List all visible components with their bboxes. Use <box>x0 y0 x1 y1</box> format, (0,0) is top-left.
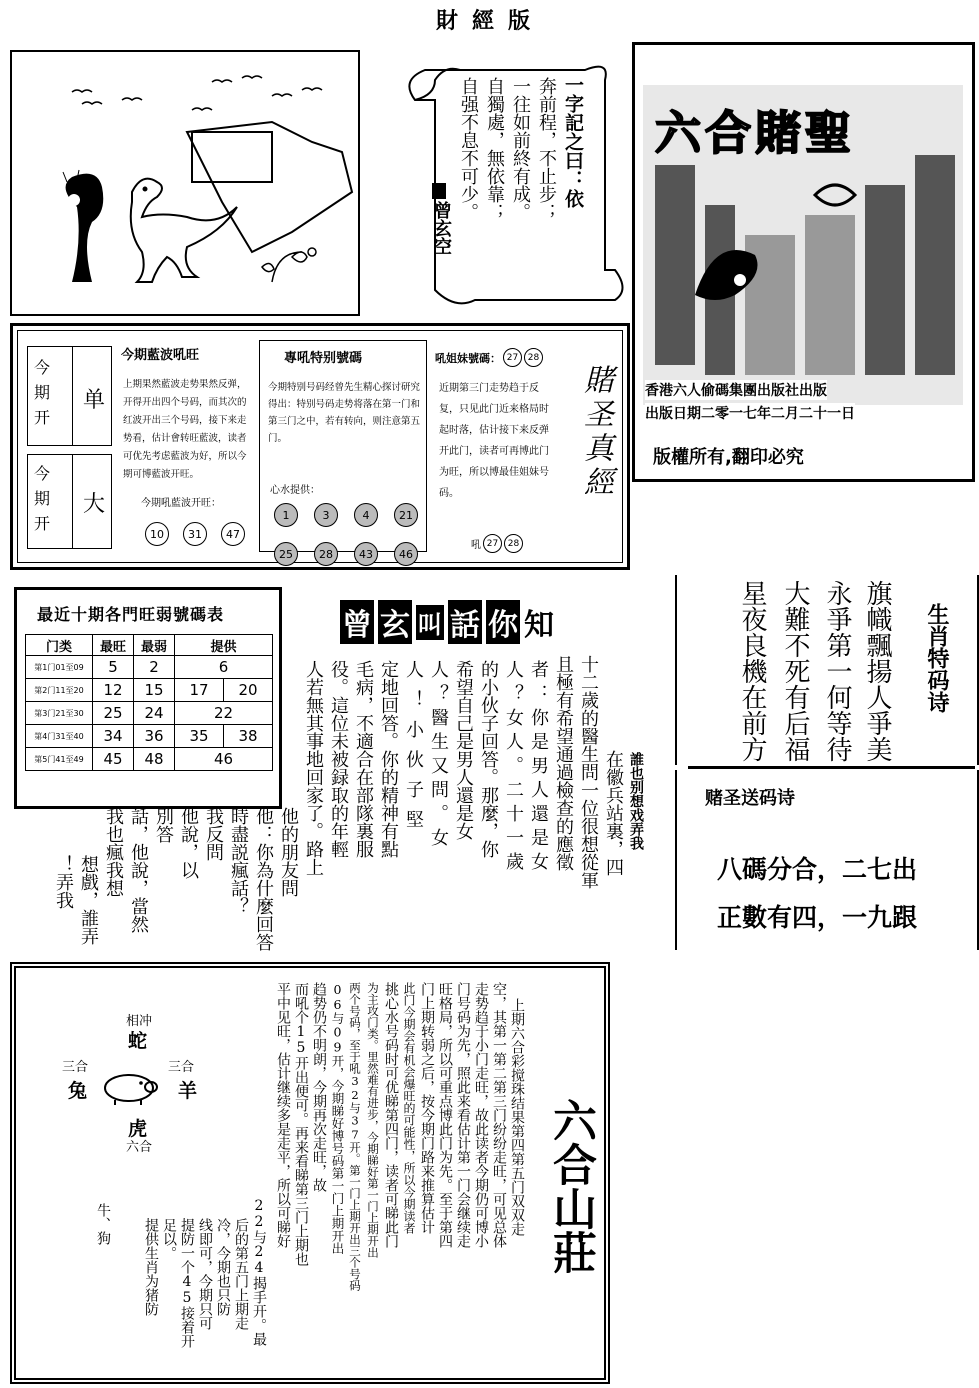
gate-cell: 第5门41至49 <box>26 748 93 771</box>
max-cell: 45 <box>93 748 134 771</box>
history-header: 最旺 <box>93 635 134 656</box>
shanzhuang-title: 六合山莊 <box>545 1098 596 1274</box>
illustration-panel <box>10 50 360 316</box>
number-ball: 28 <box>314 542 338 566</box>
offer-cell: 35 <box>175 725 224 748</box>
shanzhuang-column: 旺格局，所以可重点博此门为先。至于第四 <box>437 982 453 1248</box>
shanzhuang-column: 而吼个15开出便可。再来看睇第三门上期也 <box>293 982 309 1266</box>
diagram-label: 三合 <box>168 1060 195 1075</box>
shanzhuang-column: 冷，今期也只防 <box>215 1218 231 1316</box>
big-small-box <box>27 454 112 549</box>
blue-wave-body: 上期果然藍波走势果然反弹，开得开出四个号码，而其次的红波开出三个号码，接下来走势看，估计會转旺藍波，读者可优先考虑藍波为好，所以今期可博藍波开旺。 <box>123 379 247 480</box>
special-body: 今期特别号码经曾先生精心探讨研究得出：特别号码走势将落在第一门和第三门之中，若有转向，则注意第五门。 <box>268 382 421 444</box>
article-column: 人若無其事地回家了。路上 <box>303 660 324 876</box>
article-column: 想戲，誰弄 <box>78 855 99 945</box>
gift-poem-title: 赌圣送码诗 <box>705 788 795 809</box>
special-title: 專吼特别號碼 <box>284 351 363 366</box>
scroll-title: 一字記之曰：依 <box>562 75 584 208</box>
article-column: 希望自己是男人還是女 <box>453 660 474 840</box>
shanzhuang-column: 线即可，今期只可 <box>197 1218 213 1330</box>
gate-cell: 第1门01至09 <box>26 656 93 679</box>
article-column: 我反問 <box>203 807 224 861</box>
article-column: 定地回答。你的精神有點 <box>378 660 399 858</box>
article-column: 人！小伙子堅 <box>403 660 424 840</box>
sister-title: 吼姐妹號碼： <box>435 351 501 365</box>
article-column: 者：你是男人還是女 <box>528 660 549 876</box>
shanzhuang-column: 平中见旺，估计继续多是走平，所以可睇好 <box>275 982 291 1248</box>
scroll-line: 奔前程，不止步； <box>536 77 557 221</box>
scroll-author: 曾玄空 <box>431 201 452 255</box>
diagram-zodiac: 蛇 <box>128 1030 148 1052</box>
diagram-zodiac: 羊 <box>178 1080 198 1102</box>
zodiac-diagram <box>56 998 226 1155</box>
history-header: 最弱 <box>134 635 175 656</box>
article-column: 他說，以 <box>178 807 199 879</box>
poem-column: 永爭第一何等待 <box>822 580 852 762</box>
article-column: 人？女人。二十一歲 <box>503 660 524 876</box>
history-header: 提供 <box>175 635 273 656</box>
max-cell: 5 <box>93 656 134 679</box>
article-column: 在徽兵站裏，四 <box>603 750 624 876</box>
number-ball: 28 <box>524 348 543 367</box>
shanzhuang-column: 走势趋于小门走旺，故此读者今期仍可博小 <box>473 982 489 1248</box>
number-ball: 1 <box>274 503 298 527</box>
birds-icon <box>72 76 322 110</box>
sister-side-title: 賭圣真經 <box>578 364 613 500</box>
article-column: 時盡説瘋話？ <box>228 807 249 915</box>
shanzhuang-column: 空，其第一第二第三门纷纷走旺，可见总体 <box>491 982 507 1248</box>
number-ball: 3 <box>314 503 338 527</box>
shanzhuang-column: 22与24揭手开。最 <box>251 1198 267 1346</box>
dinosaur-icon <box>131 179 237 282</box>
diagram-label: 相冲 <box>126 1014 153 1029</box>
shanzhuang-column: 牛、狗 <box>95 1203 111 1245</box>
max-cell: 25 <box>93 702 134 725</box>
blue-wave-section <box>113 340 253 552</box>
sister-footer: 吼 <box>471 540 481 551</box>
number-ball: 25 <box>274 542 298 566</box>
min-cell: 2 <box>134 656 175 679</box>
article-column: 十二歲的醫生問一位很想從軍 <box>578 655 599 889</box>
offer-cell: 20 <box>224 679 273 702</box>
gift-poem-line: 八碼分合，二七出 <box>717 855 918 884</box>
shanzhuang-column: 此门今期会有机会爆旺的可能性，所以今期读者 <box>402 982 416 1234</box>
poem-column: 大難不死有后福 <box>780 580 810 762</box>
gate-cell: 第2门11至20 <box>26 679 93 702</box>
article-title: 曾 玄 叫 話 你 知 <box>340 600 554 644</box>
ad-copyright: 版權所有,翻印必究 <box>653 443 804 469</box>
gift-poem-line: 正數有四，一九跟 <box>717 903 918 932</box>
pig-icon <box>101 1070 161 1106</box>
flower-icon <box>262 248 316 282</box>
min-cell: 36 <box>134 725 175 748</box>
max-cell: 34 <box>93 725 134 748</box>
special-number-section <box>259 340 427 561</box>
number-ball: 4 <box>354 503 378 527</box>
number-ball: 31 <box>183 522 207 546</box>
diagram-label: 六合 <box>126 1140 153 1155</box>
odd-even-value: 单 <box>83 388 106 413</box>
special-footer: 心水提供： <box>270 485 320 496</box>
article-column: 別答 <box>153 807 174 843</box>
gift-poem-panel <box>675 770 979 950</box>
offer-cell: 6 <box>175 656 273 679</box>
odd-even-box <box>27 346 112 446</box>
number-ball: 47 <box>221 522 245 546</box>
number-ball: 27 <box>483 534 502 553</box>
big-small-value: 大 <box>83 492 106 517</box>
number-ball: 10 <box>145 522 169 546</box>
number-ball: 27 <box>503 348 522 367</box>
history-title: 最近十期各門旺弱號碼表 <box>37 605 225 624</box>
number-ball: 46 <box>394 542 418 566</box>
shanzhuang-column: 两个号码，至于吼32与37开。第一门上期开出三个号码 <box>348 982 362 1291</box>
diagram-zodiac: 兔 <box>68 1080 88 1102</box>
number-ball: 28 <box>504 534 523 553</box>
ad-logo: 六合賭聖 <box>655 106 855 160</box>
shanzhuang-column: 提供生肖为猪防 <box>143 1218 159 1316</box>
dinosaur-illustration <box>12 52 358 314</box>
diagram-zodiac: 虎 <box>128 1118 148 1140</box>
number-ball: 43 <box>354 542 378 566</box>
shanzhuang-column: 上期六合彩搅珠结果第四第五门双双走 <box>509 998 525 1236</box>
sister-number-section <box>431 340 621 552</box>
gate-cell: 第3门21至30 <box>26 702 93 725</box>
blue-wave-title: 今期藍波吼旺 <box>121 348 200 363</box>
offer-cell: 38 <box>224 725 273 748</box>
number-ball: 21 <box>394 503 418 527</box>
scroll-line: 自强不息不可少。 <box>458 77 479 221</box>
ad-panel <box>632 42 975 482</box>
shanzhuang-column: 门号码为先，照此来看估计第一门会继续走 <box>455 982 471 1248</box>
shanzhuang-column: 提防一个45接着开 <box>179 1218 195 1348</box>
shanzhuang-column: 足以。 <box>161 1218 177 1260</box>
article-column: 役。這位未被録取的年輕 <box>328 660 349 858</box>
gate-cell: 第4门31至40 <box>26 725 93 748</box>
scroll-line: 一往如前終有成。 <box>510 77 531 221</box>
ad-date: 出版日期二零一七年二月二十一日 <box>645 403 855 423</box>
article-column: 毛病，不適合在部隊裏服 <box>353 660 374 858</box>
ad-publisher: 香港六人偷碼集團出版社出版 <box>645 380 827 400</box>
shanzhuang-column: 后的第五门上期走 <box>233 1218 249 1330</box>
page-title: 財經版 <box>435 8 544 34</box>
shanzhuang-column: 06与09开，今期睇好博号码第一门上期开出 <box>330 982 345 1255</box>
min-cell: 15 <box>134 679 175 702</box>
blue-wave-footer: 今期吼藍波开旺： <box>141 498 221 509</box>
poem-column: 旗幟飄揚人爭美 <box>862 580 892 762</box>
shanzhuang-panel <box>10 962 610 1384</box>
article-column: ！弄我 <box>53 855 74 909</box>
offer-cell: 46 <box>175 748 273 771</box>
article-column: 他：你為什麼回答 <box>253 807 274 951</box>
scroll-line: 自獨處，無依靠； <box>484 77 505 221</box>
shanzhuang-column: 趋势仍不明朗，今期再次走旺，故 <box>311 982 327 1192</box>
shanzhuang-column: 挑心水号码时可优睇第四门，读者可睇此门 <box>383 982 399 1248</box>
article-column: 我也瘋我想 <box>103 807 124 897</box>
max-cell: 12 <box>93 679 134 702</box>
article-column: 話，他說，當然 <box>128 807 149 933</box>
zodiac-poem-panel <box>675 575 979 765</box>
shanzhuang-column: 门上期转弱之后，按今期门路来推算估计 <box>419 982 435 1234</box>
poem-column: 星夜良機在前方 <box>737 580 767 762</box>
author-mark-icon <box>432 183 446 199</box>
zodiac-poem-title: 生肖特码诗 <box>924 603 950 713</box>
article-column: 他的朋友問 <box>278 807 299 897</box>
divider <box>688 766 975 769</box>
article-column: 人？醫生又問。女 <box>428 660 449 852</box>
diagram-label: 三合 <box>62 1060 89 1075</box>
scroll-panel <box>395 55 625 310</box>
article-column: 且極有希望通過檢查的應徵 <box>553 655 574 871</box>
article-column: 的小伙子回答。那麼，你 <box>478 660 499 858</box>
shanzhuang-column: 为主攻门类。里然难有进步，今期睇好第一门上期开出 <box>366 982 380 1258</box>
tree-icon <box>63 170 103 282</box>
prediction-box <box>10 323 630 570</box>
label-prefix: 今期开 <box>34 464 51 533</box>
sister-body: 近期第三门走势趋于反复，只见此门近来格局时起时落，估计接下来反弹开此门，读者可再博此门为旺，所以博最佳姐妹号码。 <box>439 383 549 499</box>
min-cell: 48 <box>134 748 175 771</box>
label-prefix: 今期开 <box>34 358 51 427</box>
offer-cell: 17 <box>175 679 224 702</box>
history-header: 门类 <box>26 635 93 656</box>
article-subtitle: 誰也别想戏弄我 <box>628 752 644 850</box>
offer-cell: 22 <box>175 702 273 725</box>
min-cell: 24 <box>134 702 175 725</box>
